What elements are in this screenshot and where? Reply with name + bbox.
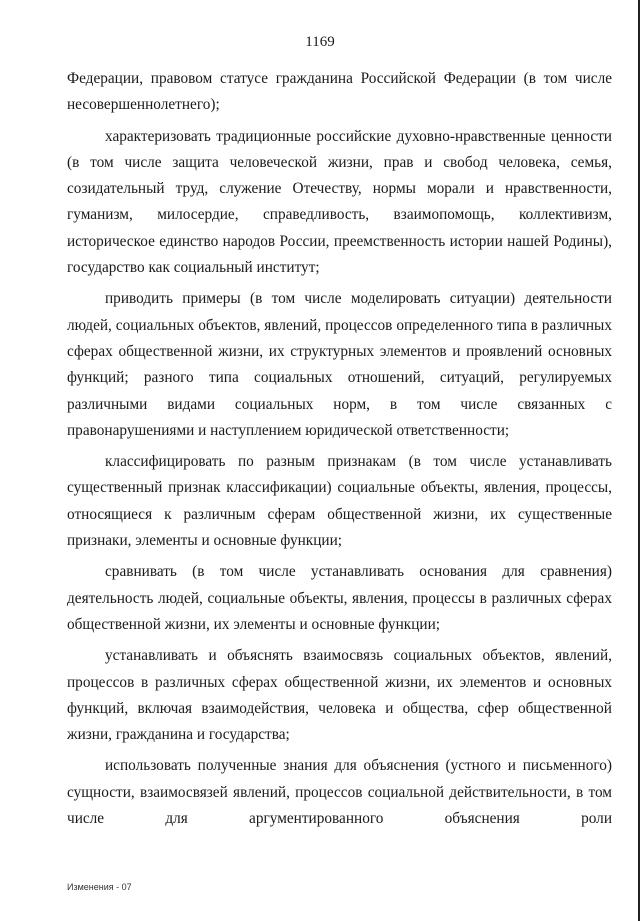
document-body <box>67 66 612 832</box>
paragraph: сравнивать (в том числе устанавливать основания для сравнения) деятельность людей, социальные объекты, явления, процессы в различных сферах общественной жизни, их элементы и основные функции; <box>67 563 612 633</box>
footer-note: Изменения - 07 <box>67 882 132 892</box>
paragraph: классифицировать по разным признакам (в том числе устанавливать существенный признак классификации) социальные объекты, явления, процессы, относящиеся к различным сферам общественной жизни, их существенные признаки, элементы и основные функции; <box>67 453 612 550</box>
paragraph: устанавливать и объяснять взаимосвязь социальных объектов, явлений, процессов в различных сферах общественной жизни, их элементов и основных функций, включая взаимодействия, человека и общества, сфер общественной жизни, гражданина и государства; <box>67 647 612 744</box>
paragraph: характеризовать традиционные российские духовно-нравственные ценности (в том числе защита человеческой жизни, прав и свобод человека, семья, созидательный труд, служение Отечеству, нормы морали и нравственности, гуманизм, милосердие, справедливость, взаимопомощь, коллективизм, историческое единство народов России, преемственность истории нашей Родины), государство как социальный институт; <box>67 127 612 277</box>
paragraph: Федерации, правовом статусе гражданина Российской Федерации (в том числе несовершеннолетнего); <box>67 70 612 114</box>
paragraph: использовать полученные знания для объяснения (устного и письменного) сущности, взаимосвязей явлений, процессов социальной действительности, в том числе для аргументированного объяснения роли <box>67 757 612 828</box>
paragraph: приводить примеры (в том числе моделировать ситуации) деятельности людей, социальных объектов, явлений, процессов определенного типа в различных сферах общественной жизни, их структурных элементов и проявлений основных функций; разного типа социальных отношений, ситуаций, регулируемых различными видами социальных норм, в том числе связанных с правонарушениями и наступлением юридической ответственности; <box>67 290 612 439</box>
page-number: 1169 <box>305 34 335 50</box>
